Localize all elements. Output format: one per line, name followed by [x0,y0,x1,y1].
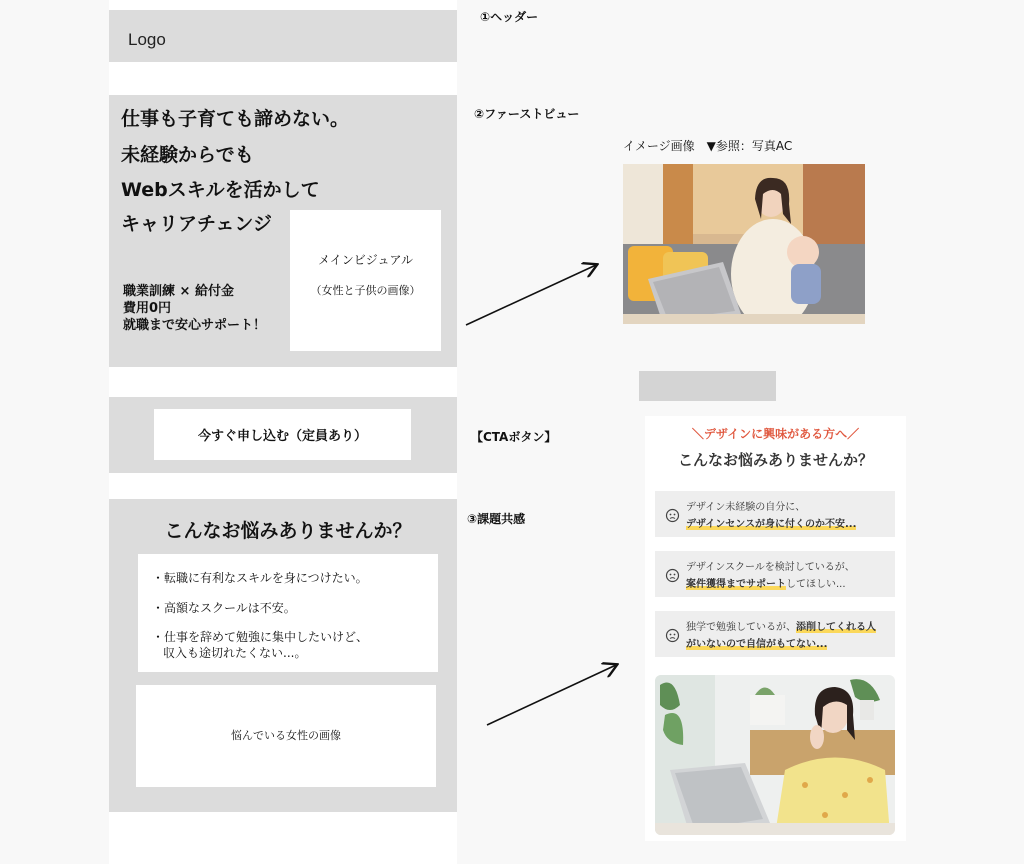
worry-card-line [686,636,876,653]
worry-card-line [686,516,856,533]
worry-card-line: デザイン未経験の自分に、 [686,502,806,513]
headline-line-1: 仕事も子育ても諦めない。 [121,108,350,130]
thinking-woman-photo [655,675,895,835]
note-cta: 【CTAボタン】 [471,430,557,444]
main-visual-caption: （女性と子供の画像） [310,284,421,297]
worry-card-text [686,559,855,593]
problem-item: ・高額なスクールは不安。 [152,601,296,615]
note-problem: ③課題共感 [467,512,526,526]
highlight-text: 案件獲得までサポート [686,579,786,590]
worried-face-icon [665,568,680,583]
arrow-to-photo [466,265,596,325]
worry-card-text [686,499,856,533]
plain-text: 独学で勉強しているが、 [686,622,796,633]
placeholder-bar [639,371,776,401]
logo[interactable]: Logo [128,30,166,49]
main-visual-label: メインビジュアル [317,253,414,267]
mockup-subtitle: ＼デザインに興味がある方へ／ [691,427,860,441]
subcopy-line-2: 費用0円 [123,301,172,316]
worry-card-line [686,576,855,593]
worried-face-icon [665,508,680,523]
image-reference-note: イメージ画像 ▼参照：写真AC [623,139,793,153]
problem-title: こんなお悩みありませんか？ [164,520,412,542]
worry-card-line: デザインスクールを検討しているが、 [686,562,855,573]
worried-woman-image-label: 悩んでいる女性の画像 [231,729,341,742]
mockup-title: こんなお悩みありませんか？ [677,451,873,469]
headline-line-4: キャリアチェンジ [121,213,272,235]
problem-item-continuation: 収入も途切れたくない...。 [163,646,307,660]
subcopy-line-1: 職業訓練 × 給付金 [123,284,234,299]
note-header: ①ヘッダー [480,10,539,24]
highlight-text: 添削してくれる人 [796,622,876,633]
problem-item: ・仕事を辞めて勉強に集中したいけど、 [152,630,369,644]
headline-line-3: Webスキルを活かして [121,179,320,201]
apply-now-button[interactable]: 今すぐ申し込む（定員あり） [154,409,411,460]
headline-line-2: 未経験からでも [121,144,254,166]
worry-card-text [686,619,876,653]
highlight-text: デザインセンスが身に付くのか不安... [686,519,857,530]
worry-card-line [686,619,876,636]
highlight-text: がいないので自信がもてない... [686,639,828,650]
worried-face-icon [665,628,680,643]
subcopy-line-3: 就職まで安心サポート！ [123,318,267,333]
mother-baby-laptop-photo [623,164,865,324]
note-first-view: ②ファーストビュー [474,107,580,121]
plain-text: してほしい... [786,579,846,590]
arrow-to-mockup [487,665,616,725]
problem-item: ・転職に有利なスキルを身につけたい。 [152,571,368,585]
